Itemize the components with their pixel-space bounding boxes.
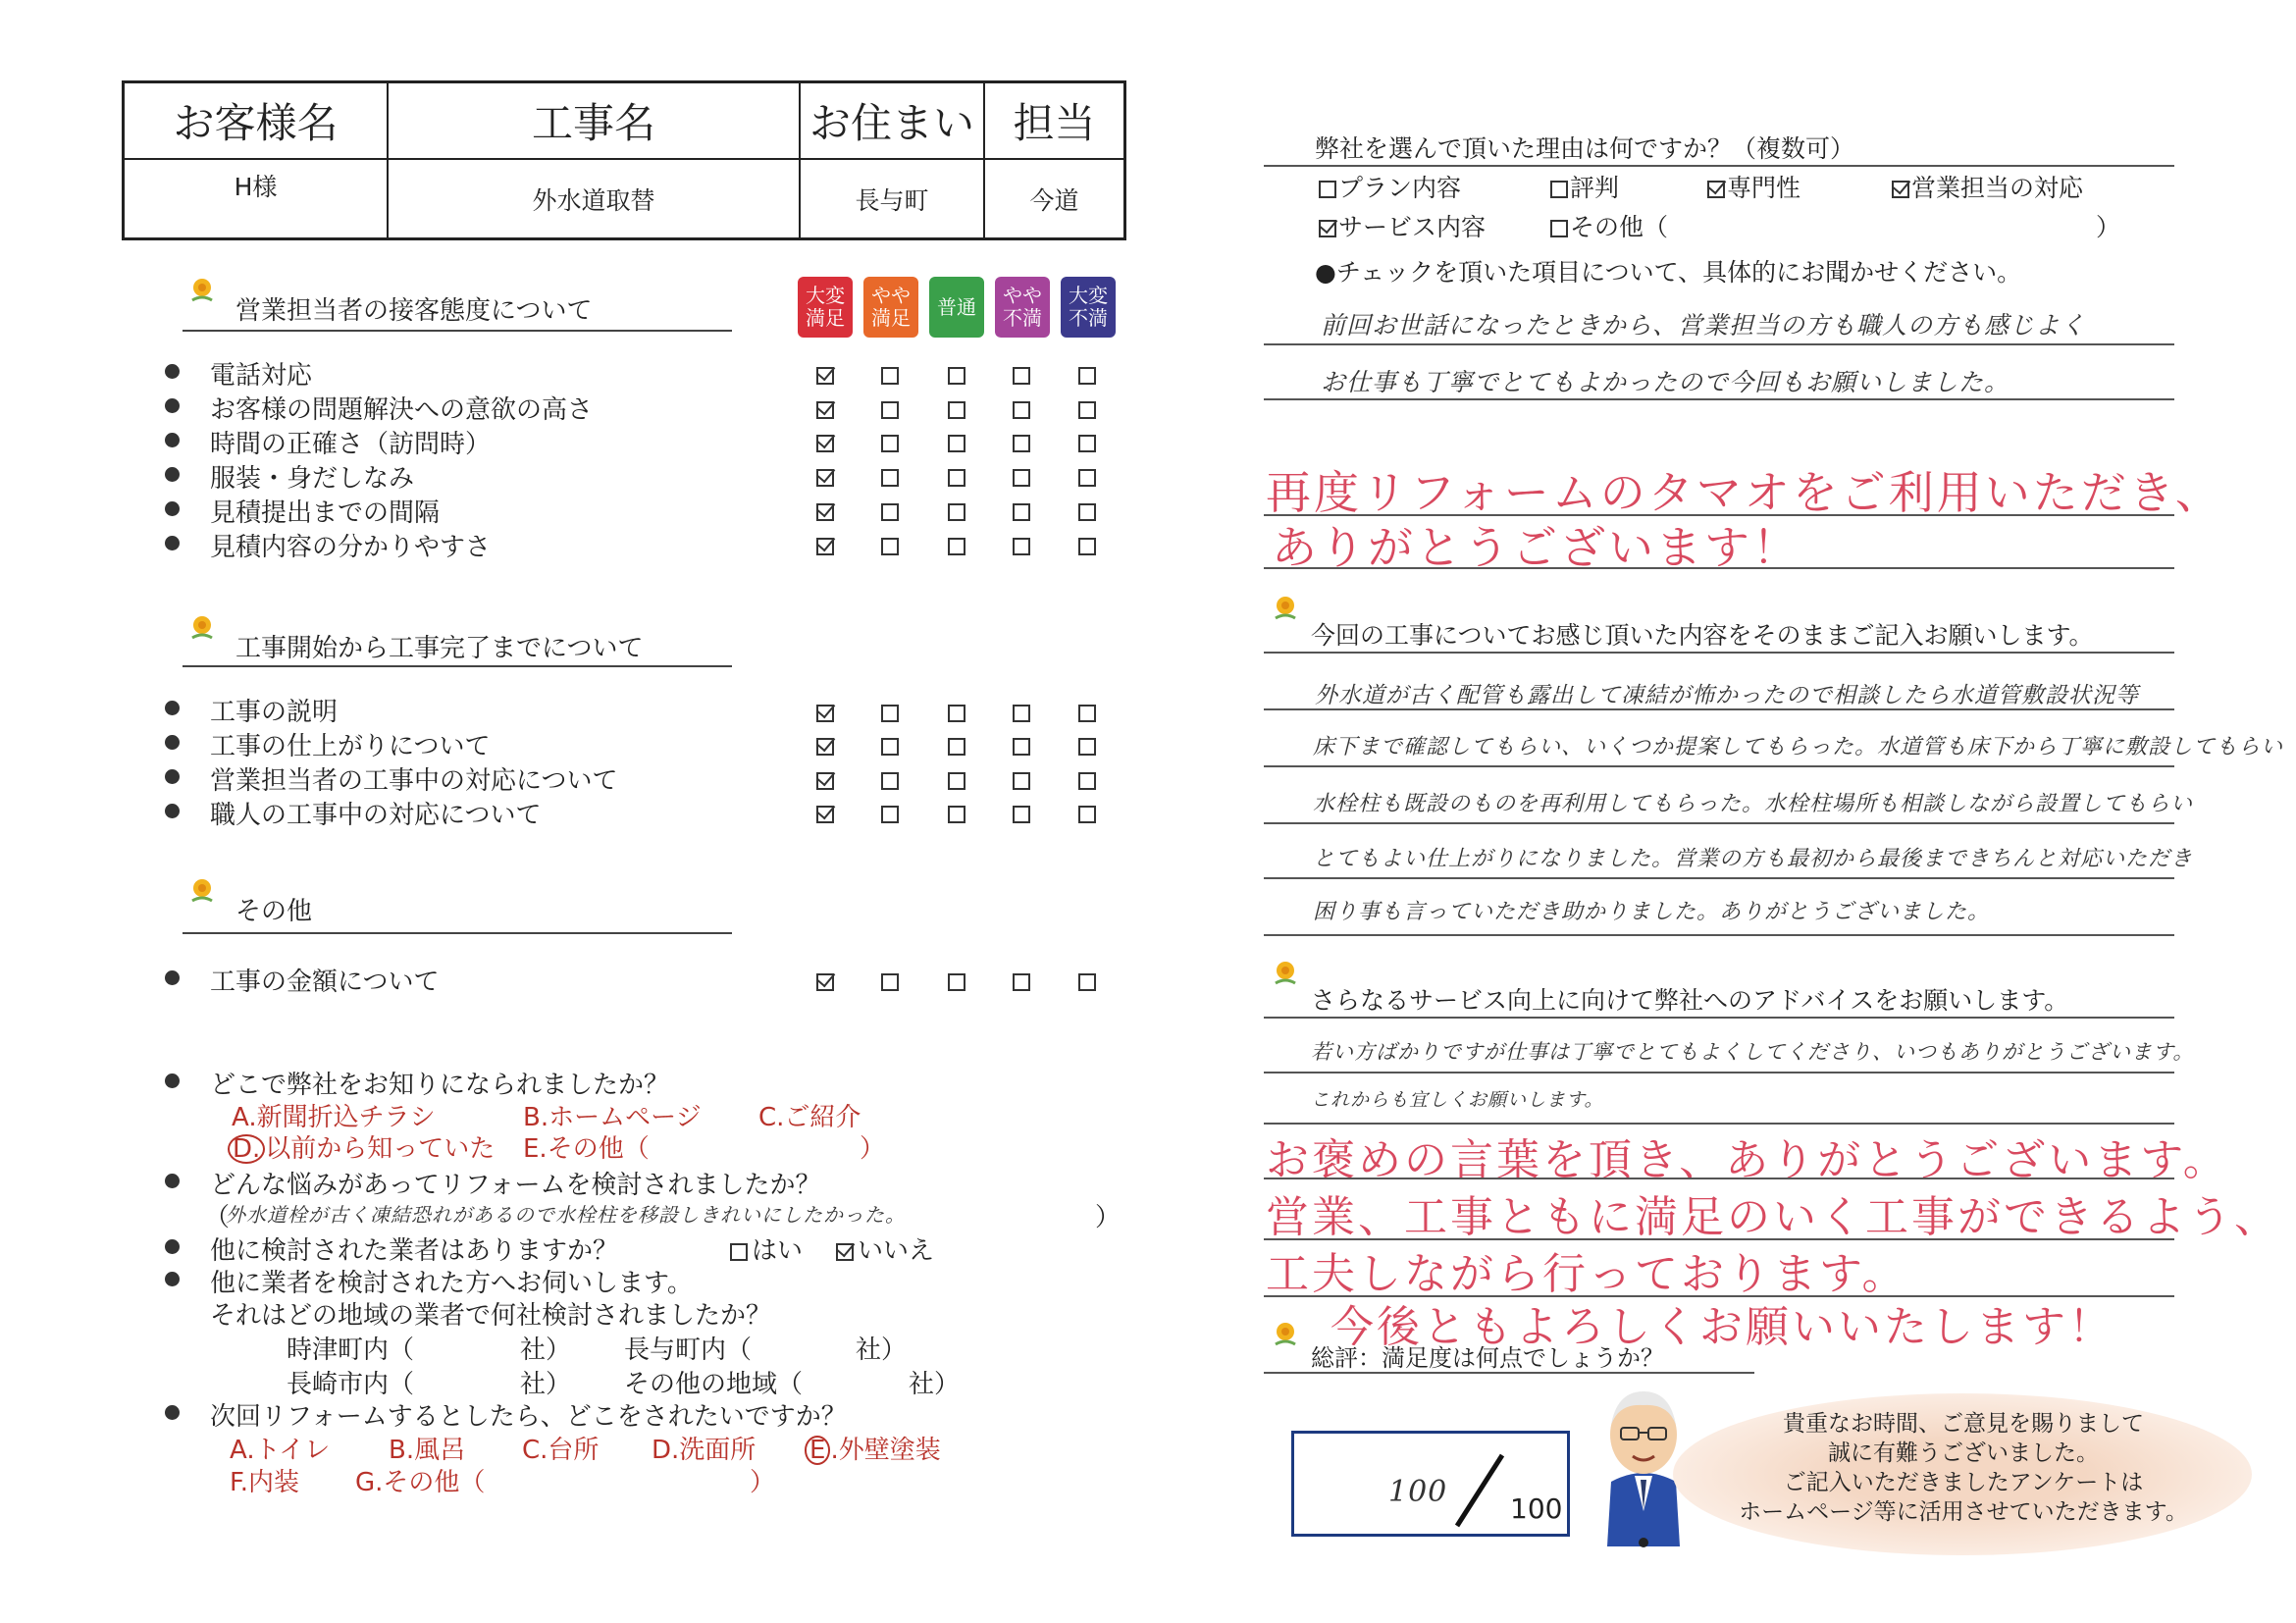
area-other: その他の地域（ <box>624 1370 804 1399</box>
checkbox[interactable] <box>881 738 899 756</box>
score-question: 総評：満足度は何点でしょうか？ <box>1311 1338 1664 1373</box>
flower-icon <box>188 877 216 905</box>
option-c-kitchen: C.台所 <box>522 1436 600 1465</box>
address-value: 長与町 <box>855 185 929 215</box>
checkbox[interactable] <box>1078 401 1096 419</box>
checkbox[interactable] <box>948 401 965 419</box>
staff-cell <box>985 83 1123 237</box>
rule <box>1264 343 2174 345</box>
checkbox[interactable] <box>1013 469 1030 487</box>
checkbox[interactable] <box>1013 367 1030 385</box>
checkbox[interactable] <box>881 503 899 521</box>
customer-info-table <box>122 80 1126 240</box>
reason-sales-response: 営業担当の対応 <box>1892 169 2083 204</box>
checkbox[interactable] <box>816 538 834 555</box>
checkbox[interactable] <box>1078 435 1096 452</box>
checkbox[interactable] <box>1892 181 1909 198</box>
detail-question: ●チェックを頂いた項目について、具体的にお聞かせください。 <box>1315 258 2022 287</box>
checkbox[interactable] <box>730 1243 748 1261</box>
checkbox[interactable] <box>816 435 834 452</box>
item-appearance: 服装・身だしなみ <box>210 458 414 495</box>
address-label: お住まい <box>801 83 983 160</box>
rating-somewhat-satisfied: やや 満足 <box>863 277 918 338</box>
checkbox[interactable] <box>881 401 899 419</box>
impression-line2: 床下まで確認してもらい、いくつか提案してもらった。水道管も床下から丁寧に敷設してもらい <box>1313 735 2284 759</box>
question-next-reform: 次回リフォームするとしたら、どこをされたいですか？ <box>210 1396 847 1433</box>
checkbox[interactable] <box>1013 772 1030 790</box>
option-b-homepage: B.ホームページ <box>523 1103 702 1132</box>
checkbox[interactable] <box>1078 503 1096 521</box>
detail-answer-line2: お仕事も丁寧でとてもよかったので今回もお願いしました。 <box>1321 368 2010 396</box>
checkbox[interactable] <box>948 469 965 487</box>
work-name-value: 外水道取替 <box>532 185 655 215</box>
customer-name-cell <box>125 83 389 237</box>
checkbox[interactable] <box>1078 705 1096 722</box>
question-concerns: どんな悩みがあってリフォームを検討されましたか？ <box>210 1165 820 1201</box>
reason-plan: プラン内容 <box>1319 169 1461 204</box>
question-other-contractors: 他に検討された業者はありますか？ <box>210 1230 618 1267</box>
area-unit: 社） <box>856 1335 908 1365</box>
checkbox[interactable] <box>1078 469 1096 487</box>
flower-icon <box>188 614 216 642</box>
reason-service: サービス内容 <box>1319 208 1486 243</box>
section-other-title: その他 <box>235 891 312 927</box>
score-value: 100 <box>1388 1475 1448 1509</box>
item-punctuality: 時間の正確さ（訪問時） <box>210 424 491 460</box>
flower-icon <box>1272 1321 1299 1348</box>
checkbox[interactable] <box>816 973 834 991</box>
checkbox[interactable] <box>881 772 899 790</box>
area-unit: 社） <box>520 1335 572 1365</box>
rule <box>1264 652 2174 654</box>
checkbox[interactable] <box>881 469 899 487</box>
area-unit: 社） <box>909 1370 961 1399</box>
reason-other-close: ） <box>2096 213 2121 241</box>
section-divider <box>183 330 732 332</box>
staff-label: 担当 <box>985 83 1123 160</box>
checkbox[interactable] <box>1013 401 1030 419</box>
staff-reply-1-line2: ありがとうございます！ <box>1272 521 1800 574</box>
option-g-other: G.その他（ <box>355 1468 486 1497</box>
staff-reply-2-line2: 営業、工事ともに満足のいく工事ができるよう、 <box>1266 1192 2280 1242</box>
rule <box>1264 567 2174 569</box>
work-name-label: 工事名 <box>389 83 799 160</box>
item-sales-during-work: 営業担当者の工事中の対応について <box>210 760 617 797</box>
thanks-message: 貴重なお時間、ご意見を賜りまして 誠に有難うございました。 ご記入いただきましたアンケートは ホームページ等に活用させていただきます。 <box>1739 1411 2188 1525</box>
checkbox[interactable] <box>881 705 899 722</box>
checkbox[interactable] <box>948 538 965 555</box>
option-yes: はい <box>730 1230 803 1267</box>
item-explanation: 工事の説明 <box>210 692 338 728</box>
section-divider <box>183 665 732 667</box>
rule <box>1264 398 2174 400</box>
item-problem-solving: お客様の問題解決への意欲の高さ <box>210 390 593 426</box>
rating-very-unsatisfied: 大変 不満 <box>1061 277 1116 338</box>
score-max: 100 <box>1510 1492 1563 1525</box>
checkbox[interactable] <box>1550 220 1568 237</box>
staff-reply-2-line4: 今後ともよろしくお願いいたします！ <box>1331 1302 2114 1352</box>
option-b-bath: B.風呂 <box>389 1436 466 1465</box>
checkbox[interactable] <box>1013 705 1030 722</box>
checkbox[interactable] <box>1078 806 1096 823</box>
option-d-washroom: D.洗面所 <box>652 1436 757 1465</box>
checkbox[interactable] <box>1078 367 1096 385</box>
item-phone: 電話対応 <box>210 355 312 392</box>
item-finish-quality: 工事の仕上がりについて <box>210 726 490 762</box>
answer-concerns: 外水道栓が古く凍結恐れがあるので水栓柱を移設しきれいにしたかった。 <box>226 1203 906 1227</box>
customer-name-label: お客様名 <box>125 83 387 160</box>
checkbox[interactable] <box>816 772 834 790</box>
rule <box>1264 1072 2174 1073</box>
rule <box>1264 877 2174 879</box>
checkbox[interactable] <box>816 469 834 487</box>
rating-somewhat-unsatisfied: やや 不満 <box>995 277 1050 338</box>
advice-line2: これからも宜しくお願いします。 <box>1311 1089 1604 1111</box>
rule <box>1264 1017 2174 1019</box>
checkbox[interactable] <box>1078 772 1096 790</box>
option-a-toilet: A.トイレ <box>230 1436 331 1465</box>
checkbox[interactable] <box>948 503 965 521</box>
checkbox[interactable] <box>881 435 899 452</box>
rule <box>1264 165 2174 167</box>
advice-line1: 若い方ばかりですが仕事は丁寧でとてもよくしてくださり、いつもありがとうございます。 <box>1311 1040 2195 1064</box>
address-cell <box>801 83 985 237</box>
checkbox[interactable] <box>881 806 899 823</box>
flower-icon <box>1272 960 1299 987</box>
flower-icon <box>1272 595 1299 622</box>
impression-line5: 困り事も言っていただき助かりました。ありがとうございました。 <box>1313 900 1991 924</box>
area-nagasaki: 長崎市内（ <box>287 1370 415 1399</box>
checkbox[interactable] <box>1078 538 1096 555</box>
checkbox[interactable] <box>948 705 965 722</box>
option-c-referral: C.ご紹介 <box>758 1103 861 1132</box>
score-box <box>1291 1431 1570 1537</box>
area-nagayo: 長与町内（ <box>624 1335 753 1365</box>
checkbox[interactable] <box>948 435 965 452</box>
section-sales-attitude-title: 営業担当者の接客態度について <box>235 290 592 327</box>
checkbox[interactable] <box>1078 738 1096 756</box>
advice-question: さらなるサービス向上に向けて弊社へのアドバイスをお願いします。 <box>1311 981 2068 1017</box>
checkbox[interactable] <box>948 973 965 991</box>
checkbox[interactable] <box>948 367 965 385</box>
item-price: 工事の金額について <box>210 962 439 998</box>
checkbox[interactable] <box>1013 806 1030 823</box>
question-ask-others: 他に業者を検討された方へお伺いします。 <box>210 1263 693 1299</box>
option-g-close: ） <box>750 1468 776 1497</box>
option-f-interior: F.内装 <box>230 1468 300 1497</box>
checkbox[interactable] <box>816 367 834 385</box>
rule <box>1264 822 2174 824</box>
checkbox[interactable] <box>816 738 834 756</box>
option-no: いいえ <box>836 1230 934 1267</box>
checkbox[interactable] <box>1319 181 1336 198</box>
option-a-newspaper: A.新聞折込チラシ <box>232 1103 436 1132</box>
checkbox[interactable] <box>881 973 899 991</box>
section-construction-title: 工事開始から工事完了までについて <box>235 628 643 664</box>
checkbox[interactable] <box>1013 973 1030 991</box>
reason-question: 弊社を選んで頂いた理由は何ですか？（複数可） <box>1315 134 1855 163</box>
reason-reputation: 評判 <box>1550 169 1619 204</box>
checkbox[interactable] <box>1013 738 1030 756</box>
checkbox[interactable] <box>816 503 834 521</box>
staff-reply-1-line1: 再度リフォームのタマオをご利用いただき、 <box>1266 466 2223 519</box>
checkbox[interactable] <box>816 705 834 722</box>
question-how-known: どこで弊社をお知りになられましたか？ <box>210 1065 669 1101</box>
checkbox[interactable] <box>948 806 965 823</box>
option-d-known-before: D. 以前から知っていた <box>228 1128 495 1165</box>
staff-reply-2-line3: 工夫しながら行っております。 <box>1266 1249 1908 1299</box>
checkbox[interactable] <box>1013 503 1030 521</box>
flower-icon <box>188 277 216 304</box>
work-name-cell <box>389 83 801 237</box>
staff-value: 今道 <box>1029 185 1079 215</box>
checkbox[interactable] <box>816 806 834 823</box>
checkbox[interactable] <box>948 738 965 756</box>
option-e-other: E.その他（ <box>523 1134 650 1164</box>
rule <box>1264 765 2174 767</box>
section-divider <box>183 932 732 934</box>
rating-neutral: 普通 <box>929 277 984 338</box>
rule <box>1264 1178 2174 1179</box>
answer-close-paren: ） <box>1095 1203 1122 1232</box>
checkbox[interactable] <box>1550 181 1568 198</box>
customer-name-value: H様 <box>234 173 278 201</box>
area-unit: 社） <box>520 1370 572 1399</box>
checkbox[interactable] <box>1078 973 1096 991</box>
impression-line4: とてもよい仕上がりになりました。営業の方も最初から最後まできちんと対応いただき <box>1313 847 2194 871</box>
rule <box>1264 708 2174 710</box>
checkbox[interactable] <box>1013 435 1030 452</box>
checkbox[interactable] <box>881 538 899 555</box>
reason-other: その他（ <box>1550 208 1668 243</box>
impression-question: 今回の工事についてお感じ頂いた内容をそのままご記入お願いします。 <box>1311 616 2094 652</box>
checkbox[interactable] <box>816 401 834 419</box>
rating-very-satisfied: 大変 満足 <box>798 277 853 338</box>
slash-icon <box>1451 1451 1510 1530</box>
checkbox[interactable] <box>1319 220 1336 237</box>
option-e-exterior-paint: E .外壁塗装 <box>805 1430 941 1466</box>
impression-line3: 水栓柱も既設のものを再利用してもらった。水栓柱場所も相談しながら設置してもらい <box>1313 792 2194 816</box>
reason-expertise: 専門性 <box>1707 169 1800 204</box>
detail-answer-line1: 前回お世話になったときから、営業担当の方も職人の方も感じよく <box>1321 311 2087 340</box>
answer-open-paren: （ <box>204 1203 231 1232</box>
option-e-close: ） <box>860 1134 886 1164</box>
item-craftsman-during-work: 職人の工事中の対応について <box>210 795 541 831</box>
question-which-area: それはどの地域の業者で何社検討されましたか？ <box>210 1301 772 1331</box>
checkbox[interactable] <box>881 367 899 385</box>
rule <box>1264 934 2174 936</box>
checkbox[interactable] <box>836 1243 854 1261</box>
item-estimate-clarity: 見積内容の分かりやすさ <box>210 527 491 563</box>
impression-line1: 外水道が古く配管も露出して凍結が怖かったので相談したら水道管敷設状況等 <box>1315 683 2139 708</box>
checkbox[interactable] <box>1013 538 1030 555</box>
item-estimate-interval: 見積提出までの間隔 <box>210 493 440 529</box>
checkbox[interactable] <box>1707 181 1725 198</box>
checkbox[interactable] <box>948 772 965 790</box>
area-togitsu: 時津町内（ <box>287 1335 415 1365</box>
staff-reply-2-line1: お褒めの言葉を頂き、ありがとうございます。 <box>1266 1135 2229 1185</box>
